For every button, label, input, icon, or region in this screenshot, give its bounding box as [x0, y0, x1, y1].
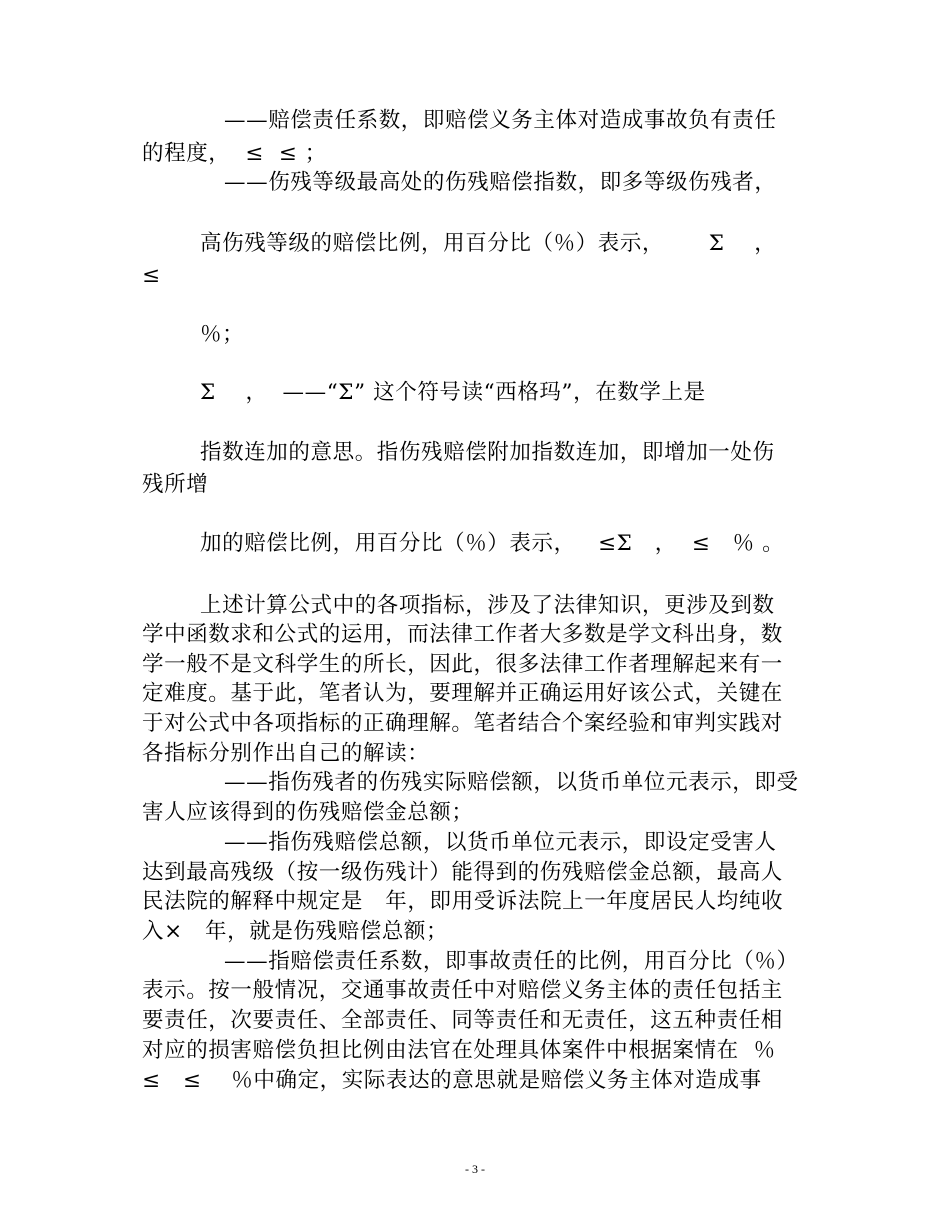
text-line: 高伤残等级的赔偿比例，用百分比（％）表示， Σ ， [200, 231, 777, 256]
text-line: 民法院的解释中规定是 年，即用受诉法院上一年度居民人均纯收 [142, 889, 784, 914]
text-line: ——指伤残者的伤残实际赔偿额，以货币单位元表示，即受 [224, 770, 799, 795]
text-line: ％； [200, 322, 245, 347]
text-line: ——指伤残赔偿总额，以货币单位元表示，即设定受害人 [224, 830, 777, 855]
text-line: 指数连加的意思。指伤残赔偿附加指数连加，即增加一处伤 [200, 440, 775, 465]
page-number: - 3 - [465, 1162, 485, 1176]
text-line: ——指赔偿责任系数，即事故责任的比例，用百分比（％） [224, 949, 799, 974]
text-line: ——伤残等级最高处的伤残赔偿指数，即多等级伤残者， [224, 170, 777, 195]
text-line: 学一般不是文科学生的所长，因此，很多法律工作者理解起来有一 [142, 652, 783, 677]
text-line: 定难度。基于此，笔者认为，要理解并正确运用好该公式，关键在 [142, 681, 783, 706]
text-line: ——赔偿责任系数，即赔偿义务主体对造成事故负有责任 [224, 108, 777, 133]
text-line: 的程度， ≤ ≤ ； [142, 141, 327, 166]
text-line: 要责任，次要责任、全部责任、同等责任和无责任，这五种责任相 [142, 1008, 783, 1033]
text-line: 害人应该得到的伤残赔偿金总额； [142, 800, 474, 825]
text-line: 残所增 [142, 472, 209, 497]
text-line: 于对公式中各项指标的正确理解。笔者结合个案经验和审判实践对 [142, 711, 783, 736]
text-line: ≤ ≤ ％中确定，实际表达的意思就是赔偿义务主体对造成事 [142, 1068, 762, 1093]
text-line: 表示。按一般情况，交通事故责任中对赔偿义务主体的责任包括主 [142, 978, 783, 1003]
text-line: 对应的损害赔偿负担比例由法官在处理具体案件中根据案情在 ％ [142, 1038, 776, 1063]
text-line: 入× 年，就是伤残赔偿总额； [142, 919, 449, 944]
text-line: Σ ， ——“Σ” 这个符号读“西格玛”，在数学上是 [200, 380, 706, 405]
text-line: 达到最高残级（按一级伤残计）能得到的伤残赔偿金总额，最高人 [142, 860, 783, 885]
text-line: 学中函数求和公式的运用，而法律工作者大多数是学文科出身，数 [142, 622, 783, 647]
text-line: 加的赔偿比例，用百分比（％）表示， ≤Σ ， ≤ ％ 。 [200, 531, 785, 556]
text-line: 各指标分别作出自己的解读： [142, 741, 430, 766]
text-line: 上述计算公式中的各项指标，涉及了法律知识，更涉及到数 [200, 593, 775, 618]
text-line: ≤ [142, 263, 161, 288]
